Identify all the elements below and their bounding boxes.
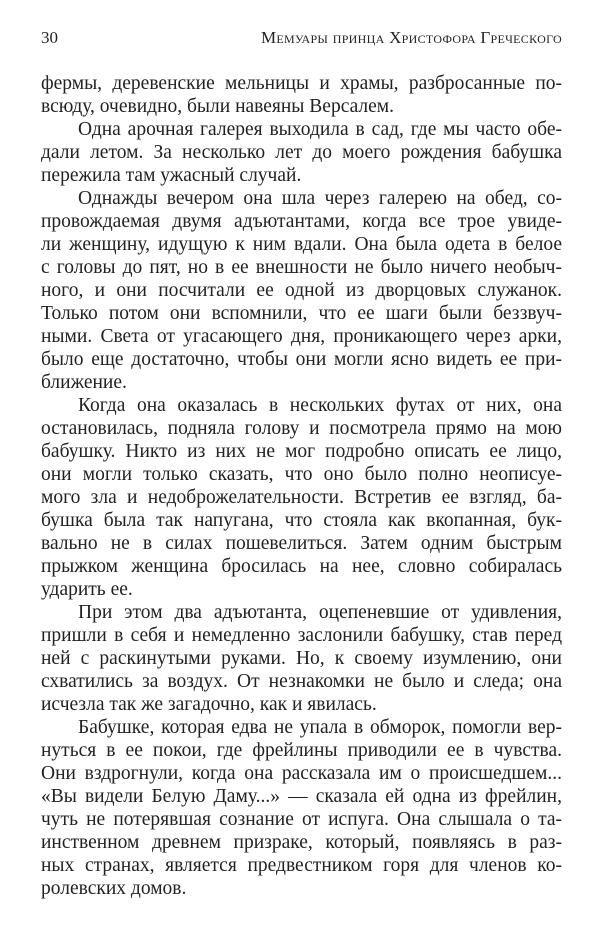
text-line: ударить ее.: [41, 579, 133, 600]
paragraph: [41, 394, 562, 601]
paragraph: [41, 187, 562, 394]
text-line: остановилась, подняла голову и посмотрела прямо на мою: [41, 418, 562, 439]
body-text: [41, 72, 562, 900]
text-line: прыжком женщина бросилась на нее, словно собиралась: [41, 556, 562, 577]
text-line: ных странах, является предвестником горя для членов ко-: [41, 855, 562, 876]
text-line: При этом два адъютанта, оцепеневшие от удивления,: [78, 602, 562, 623]
text-line: ными. Света от угасающего дня, проникающего через арки,: [41, 326, 562, 347]
text-line: провождаемая двумя адъютантами, когда все трое увиде-: [41, 211, 562, 232]
text-line: инственном древнем призраке, который, появляясь в раз-: [41, 832, 562, 853]
text-line: нуться в ее покои, где фрейлины приводили ее в чувства.: [41, 740, 562, 761]
text-line: Однажды вечером она шла через галерею на обед, со-: [78, 188, 562, 209]
text-line: исчезла так же загадочно, как и явилась.: [41, 694, 377, 715]
text-line: бабушку. Никто из них не мог подробно описать ее лицо,: [41, 441, 562, 462]
text-line: схватились за воздух. От незнакомки не было и следа; она: [41, 671, 562, 692]
text-line: ней с раскинутыми руками. Но, к своему изумлению, они: [41, 648, 562, 669]
text-line: Бабушке, которая едва не упала в обморок, помогли вер-: [78, 717, 562, 738]
text-line: всюду, очевидно, были навеяны Версалем.: [41, 96, 395, 117]
paragraph: [41, 118, 562, 187]
text-line: пришли в себя и немедленно заслонили бабушку, став перед: [41, 625, 562, 646]
text-line: было еще достаточно, чтобы они могли ясно видеть ее при-: [41, 349, 562, 370]
text-line: пережила там ужасный случай.: [41, 165, 302, 186]
text-line: мого зла и недоброжелательности. Встретив ее взгляд, ба-: [41, 487, 562, 508]
text-line: фермы, деревенские мельницы и храмы, разбросанные по-: [41, 73, 562, 94]
text-line: ближение.: [41, 372, 127, 393]
text-line: бушка была так напугана, что стояла как вкопанная, бук-: [41, 510, 562, 531]
page-number: 30: [41, 28, 58, 47]
paragraph: [41, 72, 562, 118]
paragraph: [41, 716, 562, 900]
text-line: Одна арочная галерея выходила в сад, где мы часто обе-: [78, 119, 562, 140]
text-line: Только потом они вспомнили, что ее шаги были беззвуч-: [41, 303, 562, 324]
text-line: они могли только сказать, что оно было полно неописуе-: [41, 464, 562, 485]
running-title: Мемуары принца Христофора Греческого: [260, 28, 562, 47]
text-line: вально не в силах пошевелиться. Затем одним быстрым: [41, 533, 562, 554]
text-line: Когда она оказалась в нескольких футах от них, она: [78, 395, 562, 416]
paragraph: [41, 601, 562, 716]
text-line: чуть не потерявшая сознание от испуга. Она слышала о та-: [41, 809, 562, 830]
text-line: с головы до пят, но в ее внешности не было ничего необыч-: [41, 257, 562, 278]
text-line: Они вздрогнули, когда она рассказала им о происшедшем...: [41, 763, 562, 784]
text-line: ролевских домов.: [41, 878, 187, 899]
text-line: ного, и они посчитали ее одной из дворцовых служанок.: [41, 280, 562, 301]
text-line: ли женщину, идущую к ним вдали. Она была одета в белое: [41, 234, 562, 255]
text-line: «Вы видели Белую Даму...» — сказала ей одна из фрейлин,: [41, 786, 562, 807]
text-line: дали летом. За несколько лет до моего рождения бабушка: [41, 142, 562, 163]
page-header: [41, 28, 562, 50]
